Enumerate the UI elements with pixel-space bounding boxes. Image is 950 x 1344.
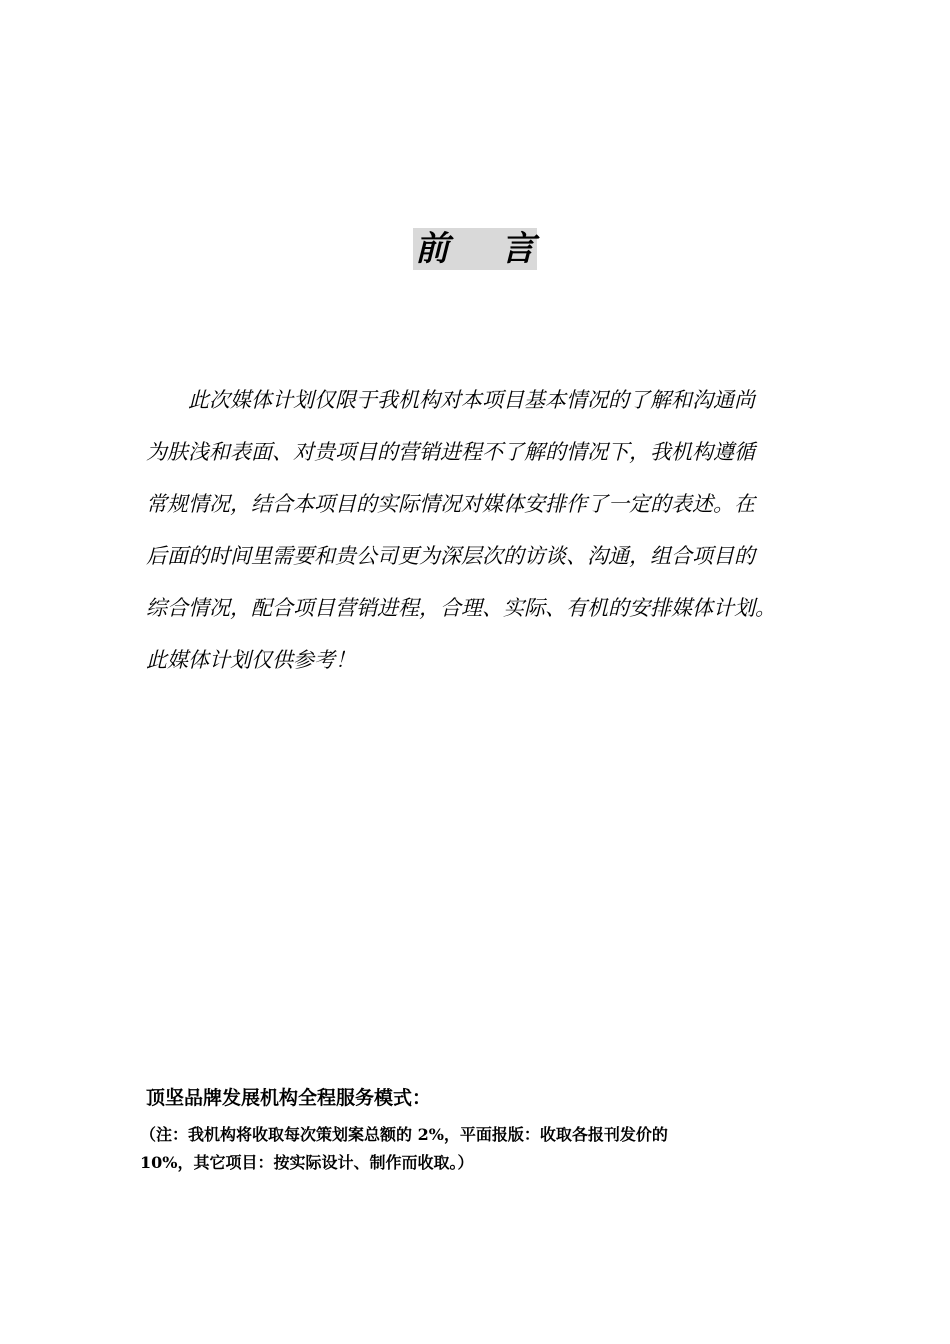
- preface-line: 常规情况，结合本项目的实际情况对媒体安排作了一定的表述。在: [146, 492, 755, 516]
- title-char-1: 前: [415, 229, 449, 269]
- page-title: [413, 228, 537, 270]
- service-model-heading: 顶坚品牌发展机构全程服务模式：: [146, 1087, 432, 1109]
- fee-note-line: 10%，其它项目：按实际设计、制作而收取。）: [140, 1153, 474, 1172]
- preface-line: 后面的时间里需要和贵公司更为深层次的访谈、沟通，组合项目的: [146, 544, 755, 568]
- preface-line: 综合情况，配合项目营销进程，合理、实际、有机的安排媒体计划。: [146, 596, 776, 620]
- preface-paragraph: [146, 374, 806, 686]
- fee-note: [140, 1121, 820, 1177]
- fee-note-line: （注：我机构将收取每次策划案总额的 2%，平面报版：收取各报刊发价的: [140, 1125, 668, 1144]
- preface-line: 为肤浅和表面、对贵项目的营销进程不了解的情况下，我机构遵循: [146, 440, 755, 464]
- preface-line: 此媒体计划仅供参考！: [146, 648, 356, 672]
- title-char-2: 言: [501, 229, 535, 269]
- title-container: [0, 228, 950, 270]
- preface-line: 此次媒体计划仅限于我机构对本项目基本情况的了解和沟通尚: [188, 388, 755, 412]
